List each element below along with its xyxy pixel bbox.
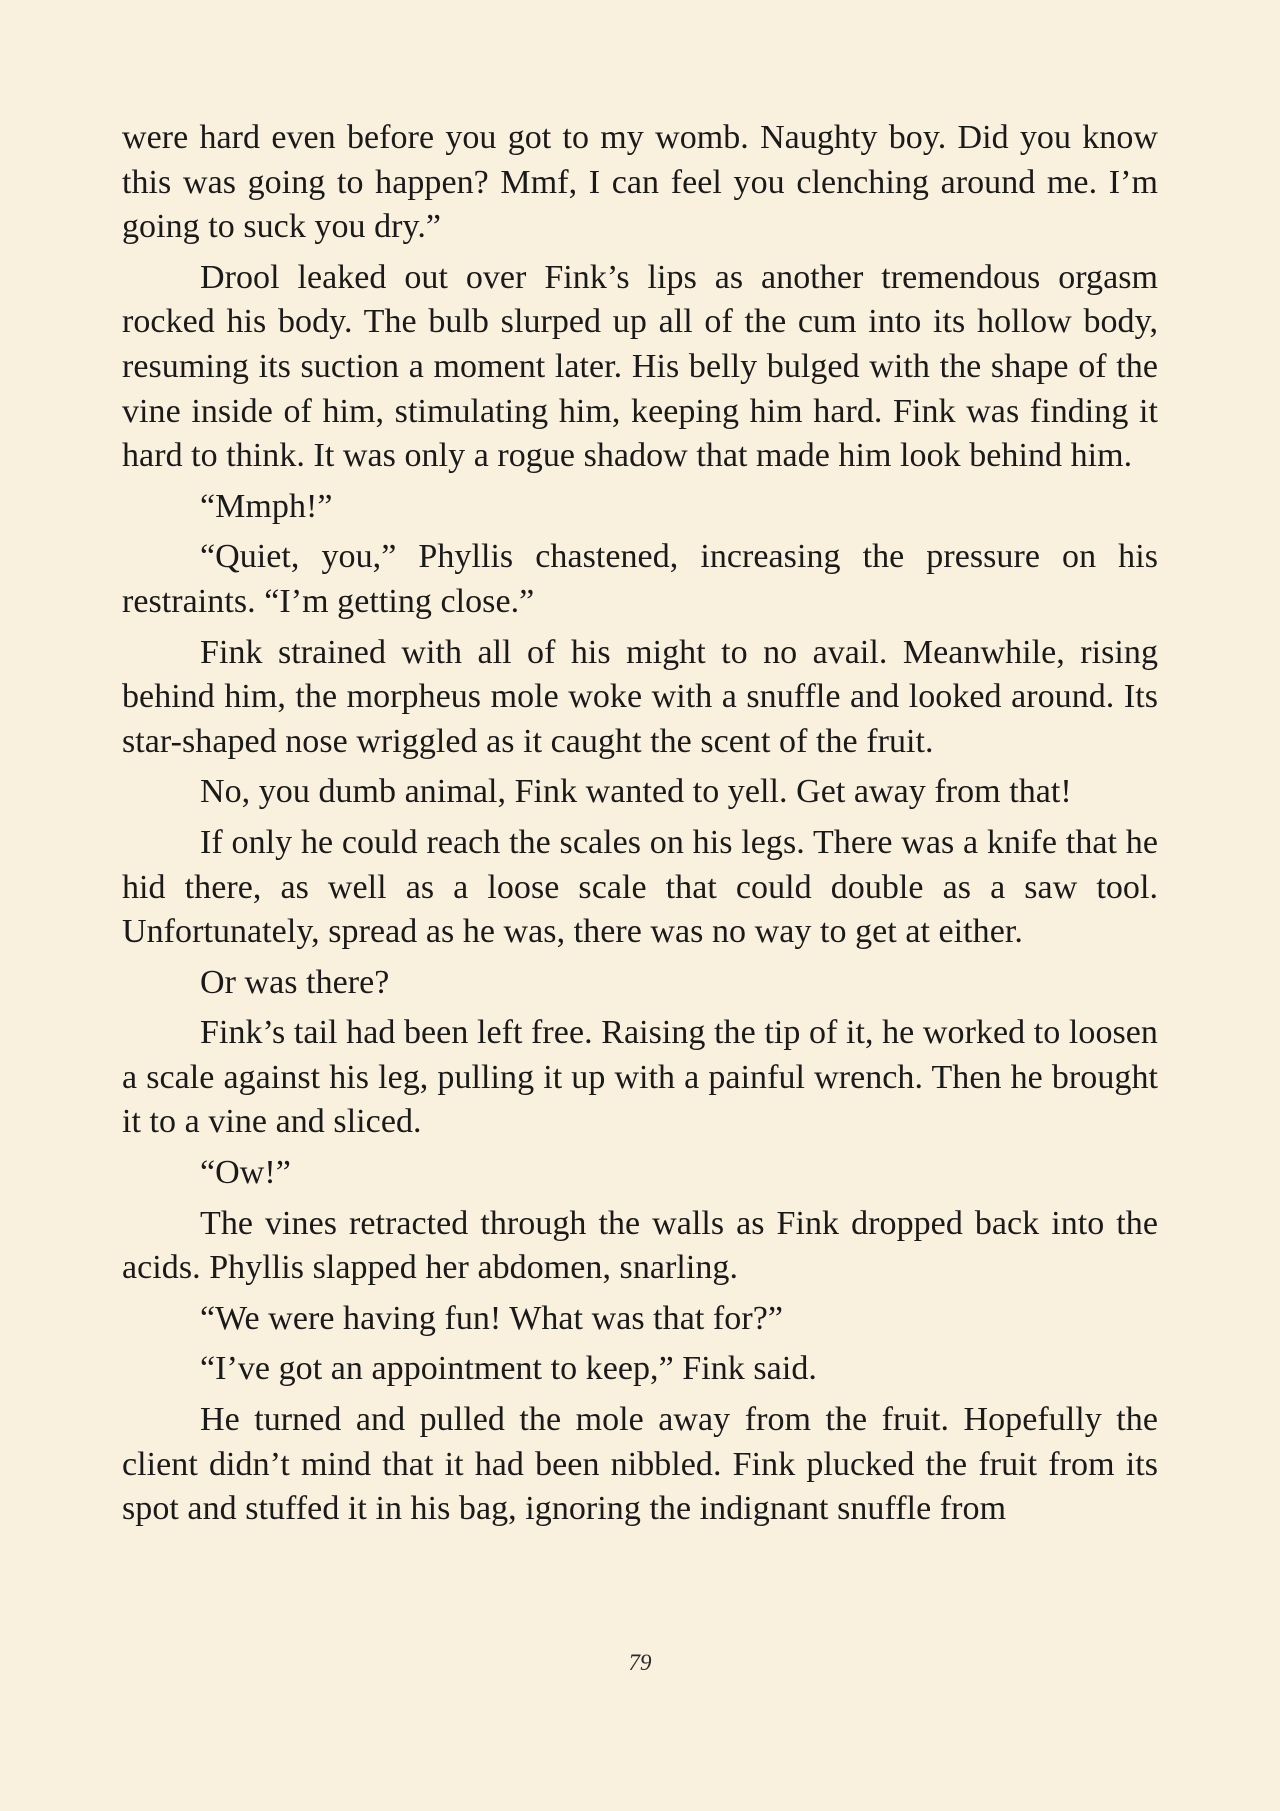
paragraph: “Quiet, you,” Phyllis chastened, increasing the pressure on his restraints. “I’m getting close.” [122, 538, 1158, 620]
paragraph: The vines retracted through the walls as Fink dropped back into the acids. Phyllis slapped her abdomen, snarling. [122, 1204, 1158, 1287]
page-number: 79 [628, 1650, 652, 1675]
paragraph: No, you dumb animal, Fink wanted to yell. Get away from that! [200, 773, 1072, 811]
paragraph: Or was there? [200, 963, 390, 1001]
paragraph: “We were having fun! What was that for?” [200, 1299, 783, 1337]
paragraph: Fink’s tail had been left free. Raising the tip of it, he worked to loosen a scale against his leg, pulling it up with a painful wrench. Then he brought it to a vine and sliced. [122, 1014, 1158, 1141]
paragraph: If only he could reach the scales on his legs. There was a knife that he hid there, as well as a loose scale that could double as a saw tool. Unfortunately, spread as he was, there was no way to get at either. [122, 823, 1158, 951]
paragraph: “Ow!” [200, 1154, 291, 1192]
paragraph: He turned and pulled the mole away from the fruit. Hopefully the client didn’t mind that it had been nibbled. Fink plucked the fruit from its spot and stuffed it in his bag, ignoring the indignant snuffle from [122, 1401, 1158, 1528]
page-body [122, 116, 1158, 1538]
paragraph: Drool leaked out over Fink’s lips as another tremendous orgasm rocked his body. The bulb slurped up all of the cum into its hollow body, resuming its suction a moment later. His belly bulged with the shape of the vine inside of him, stimulating him, keeping him hard. Fink was finding it hard to think. It was only a rogue shadow that made him look behind him. [122, 258, 1158, 475]
paragraph: were hard even before you got to my womb. Naughty boy. Did you know this was going to happen? Mmf, I can feel you clenching around me. I’m going to suck you dry.” [122, 119, 1158, 246]
paragraph: “I’ve got an appointment to keep,” Fink said. [200, 1350, 817, 1388]
paragraph: Fink strained with all of his might to no avail. Meanwhile, rising behind him, the morpheus mole woke with a snuffle and looked around. Its star-shaped nose wriggled as it caught the scent of the fruit. [122, 633, 1158, 760]
paragraph: “Mmph!” [200, 487, 333, 525]
